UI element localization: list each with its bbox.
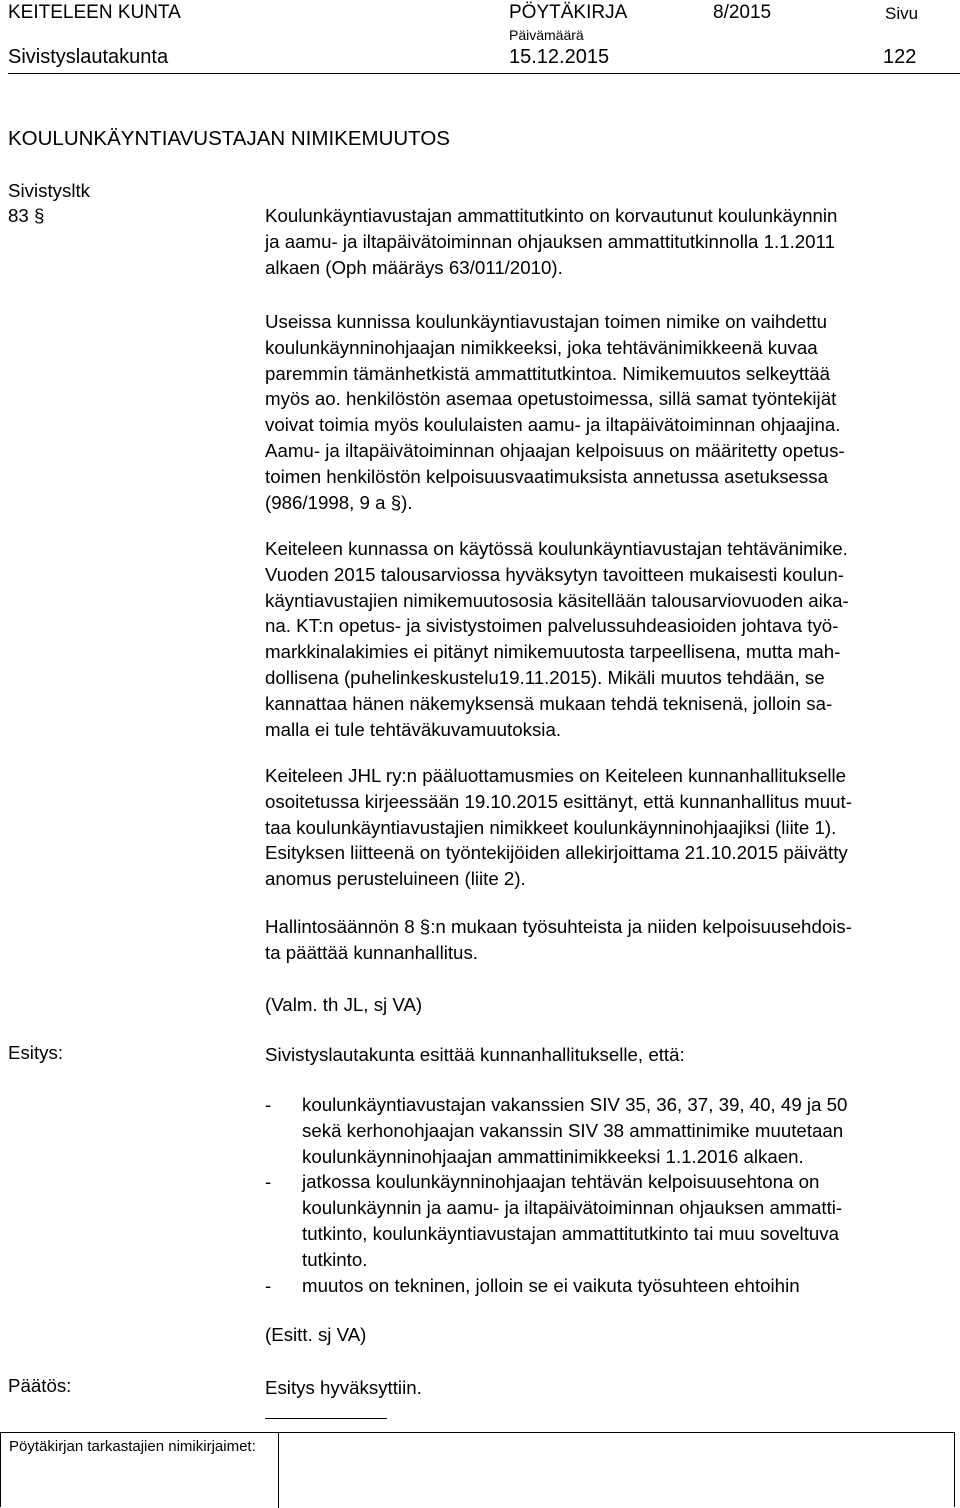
section-body: Sivistysltk xyxy=(8,180,91,201)
signature-line xyxy=(265,1418,387,1419)
decision-label: Päätös: xyxy=(8,1375,72,1396)
paragraph-line: myös ao. henkilöstön asemaa opetustoimessa, sillä samat työntekijät xyxy=(265,388,837,410)
list-item xyxy=(265,1092,847,1169)
paragraph-rationale xyxy=(265,309,955,515)
paragraph-line: taa koulunkäyntiavustajien nimikkeet koulunkäynninohjaajiksi (liite 1). xyxy=(265,816,837,838)
list-item-line: muutos on tekninen, jolloin se ei vaikuta työsuhteen ehtoihin xyxy=(302,1274,800,1296)
list-item-line: koulunkäynnin ja aamu- ja iltapäivätoiminnan ohjauksen ammatti- xyxy=(302,1197,843,1219)
list-item-line: sekä kerhonohjaajan vakanssin SIV 38 ammattinimike muutetaan xyxy=(302,1119,844,1141)
paragraph-line: ta päättää kunnanhallitus. xyxy=(265,941,478,963)
paragraph-line: käyntiavustajien nimikemuutososia käsitellään talousarviovuoden aika- xyxy=(265,589,849,611)
paragraph-line: (Valm. th JL, sj VA) xyxy=(265,994,423,1015)
list-item-line: tutkinto. xyxy=(302,1248,368,1270)
list-item-line: koulunkäyntiavustajan vakanssien SIV 35, 36, 37, 39, 40, 49 ja 50 xyxy=(302,1094,848,1115)
paragraph-preparers xyxy=(265,992,955,1018)
department-name: Sivistyslautakunta xyxy=(8,46,169,68)
paragraph-line: paremmin tämänhetkistä ammattitutkintoa. Nimikemuutos selkeyttää xyxy=(265,362,831,384)
municipality-name: KEITELEEN KUNTA xyxy=(8,2,181,23)
paragraph-line: dollisena (puhelinkeskustelu19.11.2015). Mikäli muutos tehdään, se xyxy=(265,666,825,688)
paragraph-line: anomus perusteluineen (liite 2). xyxy=(265,868,526,890)
document-number: 8/2015 xyxy=(713,2,772,23)
paragraph-line: Keiteleen JHL ry:n pääluottamusmies on Keiteleen kunnanhallitukselle xyxy=(265,765,847,786)
paragraph-line: (986/1998, 9 a §). xyxy=(265,491,413,513)
paragraph-line: kannattaa hänen näkemyksensä mukaan tehdä teknisenä, jolloin sa- xyxy=(265,692,833,714)
paragraph-line: malla ei tule tehtäväkuvamuutoksia. xyxy=(265,718,562,740)
paragraph-line: voivat toimia myös koululaisten aamu- ja iltapäivätoiminnan ohjaajina. xyxy=(265,414,841,436)
paragraph-line: koulunkäynninohjaajan nimikkeeksi, joka tehtävänimikkeenä kuvaa xyxy=(265,336,818,358)
paragraph-line: ja aamu- ja iltapäivätoiminnan ohjauksen ammattitutkinnolla 1.1.2011 xyxy=(265,230,835,252)
list-item-line: koulunkäynninohjaajan ammattinimikkeeksi 1.1.2016 alkaen. xyxy=(302,1145,804,1167)
proposal-label: Esitys: xyxy=(8,1042,64,1063)
list-item xyxy=(265,1169,847,1272)
list-item xyxy=(265,1273,847,1299)
paragraph-background xyxy=(265,203,955,280)
list-dash: - xyxy=(265,1171,272,1193)
list-dash: - xyxy=(265,1094,272,1115)
paragraph-line: Aamu- ja iltapäivätoiminnan ohjaajan kelpoisuus on määritetty opetus- xyxy=(265,439,845,461)
document-title: KOULUNKÄYNTIAVUSTAJAN NIMIKEMUUTOS xyxy=(8,127,450,150)
proposal-list xyxy=(265,1092,847,1298)
paragraph-current-situation xyxy=(265,536,955,742)
footer-box xyxy=(0,1432,955,1507)
paragraph-line: markkinalakimies ei pitänyt nimikemuutosta tarpeellisena, mutta mah- xyxy=(265,641,841,663)
paragraph-line: Keiteleen kunnassa on käytössä koulunkäyntiavustajan tehtävänimike. xyxy=(265,538,848,559)
date-label: Päivämäärä xyxy=(509,27,584,43)
document-type: PÖYTÄKIRJA xyxy=(509,2,628,23)
footer-inspectors-label: Pöytäkirjan tarkastajien nimikirjaimet: xyxy=(9,1438,256,1455)
proposal-note xyxy=(265,1322,955,1348)
footer-divider xyxy=(278,1433,279,1508)
paragraph-line: Esityksen liitteenä on työntekijöiden allekirjoittama 21.10.2015 päivätty xyxy=(265,842,848,864)
meeting-date: 15.12.2015 xyxy=(509,46,610,68)
list-dash: - xyxy=(265,1274,272,1296)
proposal-intro xyxy=(265,1042,955,1068)
list-item-line: jatkossa koulunkäynninohjaajan tehtävän kelpoisuusehtona on xyxy=(302,1171,820,1193)
section-number: 83 § xyxy=(8,205,45,226)
paragraph-line: alkaen (Oph määräys 63/011/2010). xyxy=(265,256,563,278)
header-divider xyxy=(8,73,960,74)
list-item-line: tutkinto, koulunkäyntiavustajan ammattitutkinto tai muu soveltuva xyxy=(302,1222,840,1244)
paragraph-line: Useissa kunnissa koulunkäyntiavustajan toimen nimike on vaihdettu xyxy=(265,311,827,332)
decision-text xyxy=(265,1375,955,1401)
page-label: Sivu xyxy=(885,4,919,23)
proposal-note-text: (Esitt. sj VA) xyxy=(265,1324,367,1345)
paragraph-regulation xyxy=(265,914,955,966)
paragraph-line: Koulunkäyntiavustajan ammattitutkinto on korvautunut koulunkäynnin xyxy=(265,205,838,226)
paragraph-line: toimen henkilöstön kelpoisuusvaatimuksista annetussa asetuksessa xyxy=(265,465,829,487)
paragraph-line: osoitetussa kirjeessään 19.10.2015 esittänyt, että kunnanhallitus muut- xyxy=(265,790,852,812)
paragraph-line: Hallintosäännön 8 §:n mukaan työsuhteista ja niiden kelpoisuusehdois- xyxy=(265,916,852,937)
paragraph-union-request xyxy=(265,763,955,892)
decision-text-line: Esitys hyväksyttiin. xyxy=(265,1377,422,1398)
paragraph-line: Vuoden 2015 talousarviossa hyväksytyn tavoitteen mukaisesti koulun- xyxy=(265,563,844,585)
proposal-intro-text: Sivistyslautakunta esittää kunnanhallitukselle, että: xyxy=(265,1044,685,1065)
page-number: 122 xyxy=(883,46,917,68)
paragraph-line: na. KT:n opetus- ja sivistystoimen palvelussuhdeasioiden johtava työ- xyxy=(265,615,839,637)
